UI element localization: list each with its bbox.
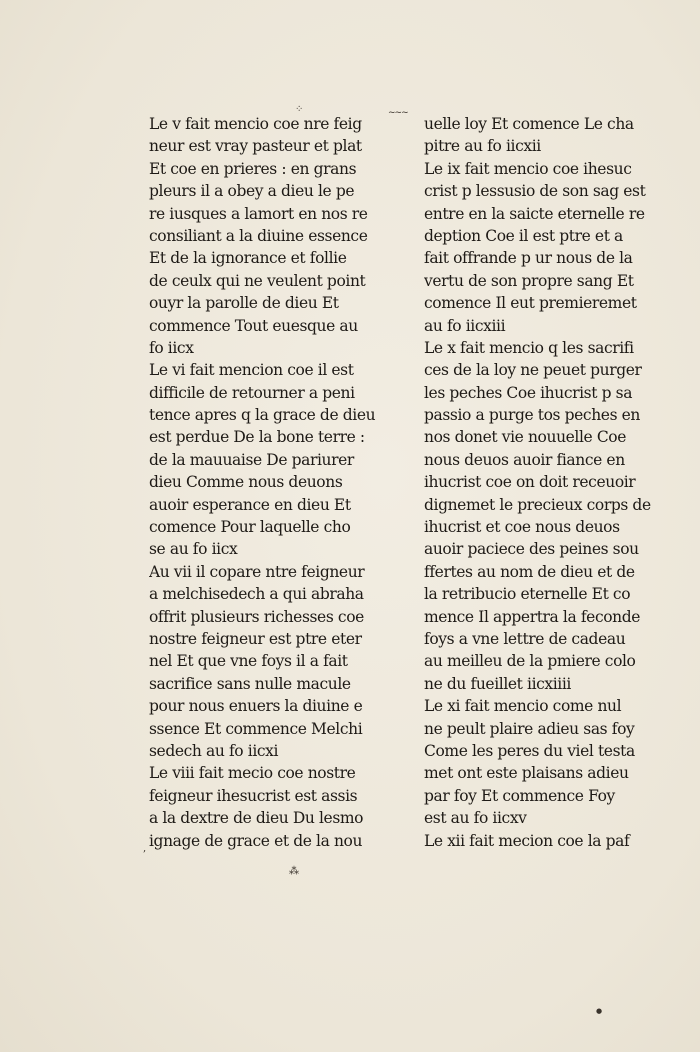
text-line: Le xii fait mecion coe la paf bbox=[424, 831, 630, 850]
text-line: vertu de son propre sang Et bbox=[424, 271, 634, 290]
text-line: met ont este plaisans adieu bbox=[424, 764, 629, 783]
text-line: auoir esperance en dieu Et bbox=[149, 495, 351, 514]
text-line: par foy Et commence Foy bbox=[424, 786, 615, 805]
text-line: Come les peres du viel testa bbox=[424, 741, 635, 760]
text-line: pitre au fo iicxii bbox=[424, 137, 541, 156]
text-line: est perdue De la bone terre : bbox=[149, 428, 365, 447]
text-line: ssence Et commence Melchi bbox=[149, 719, 363, 738]
text-line: nous deuos auoir fiance en bbox=[424, 450, 625, 469]
ink-speck: ⁂ bbox=[289, 866, 299, 877]
text-line: sedech au fo iicxi bbox=[149, 741, 279, 760]
text-line: ne peult plaire adieu sas foy bbox=[424, 719, 635, 738]
text-line: Et coe en prieres : en grans bbox=[149, 159, 357, 178]
text-line: Et de la ignorance et follie bbox=[149, 249, 347, 268]
text-line: ignage de grace et de la nou bbox=[149, 831, 363, 850]
text-line: entre en la saicte eternelle re bbox=[424, 204, 645, 223]
text-line: ffertes au nom de dieu et de bbox=[424, 562, 635, 581]
text-line: Le vi fait mencion coe il est bbox=[149, 361, 354, 380]
text-line: Le viii fait mecio coe nostre bbox=[149, 764, 356, 783]
text-line: Le v fait mencio coe nre feig bbox=[149, 115, 362, 133]
text-line: crist p lessusio de son sag est bbox=[424, 182, 646, 201]
text-line: Le ix fait mencio coe ihesuc bbox=[424, 159, 632, 178]
text-line: a melchisedech a qui abraha bbox=[149, 585, 364, 604]
text-line: nostre feigneur est ptre eter bbox=[149, 629, 362, 648]
text-line: offrit plusieurs richesses coe bbox=[149, 607, 364, 626]
text-line: feigneur ihesucrist est assis bbox=[149, 786, 358, 805]
text-line: ne du fueillet iicxiiii bbox=[424, 674, 571, 693]
text-line: se au fo iicx bbox=[149, 540, 238, 559]
text-line: est au fo iicxv bbox=[424, 809, 527, 828]
text-line: ihucrist coe on doit receuoir bbox=[424, 473, 636, 492]
text-line: Au vii il copare ntre feigneur bbox=[149, 562, 365, 581]
text-line: de ceulx qui ne veulent point bbox=[149, 271, 366, 290]
text-line: sacrifice sans nulle macule bbox=[149, 674, 351, 693]
text-line: la retribucio eternelle Et co bbox=[424, 585, 631, 604]
left-text-column bbox=[149, 113, 384, 852]
text-line: pour nous enuers la diuine e bbox=[149, 697, 363, 716]
text-line: difficile de retourner a peni bbox=[149, 383, 355, 402]
text-line: au fo iicxiii bbox=[424, 316, 506, 335]
text-line: re iusques a lamort en nos re bbox=[149, 204, 368, 223]
text-line: mence Il appertra la feconde bbox=[424, 607, 641, 626]
text-line: les peches Coe ihucrist p sa bbox=[424, 383, 633, 402]
ink-speck: ● bbox=[596, 1007, 603, 1015]
text-line: Le xi fait mencio come nul bbox=[424, 697, 622, 716]
text-line: fait offrande p ur nous de la bbox=[424, 249, 633, 268]
text-line: ces de la loy ne peuet purger bbox=[424, 361, 642, 380]
text-line: pleurs il a obey a dieu le pe bbox=[149, 182, 355, 201]
text-line: dignemet le precieux corps de bbox=[424, 495, 651, 514]
ink-speck: , bbox=[143, 843, 147, 854]
text-line: uelle loy Et comence Le cha bbox=[424, 115, 634, 133]
ink-speck: ⁘ bbox=[295, 104, 304, 115]
text-line: passio a purge tos peches en bbox=[424, 406, 641, 425]
ink-flourish: ~~~ bbox=[388, 108, 408, 118]
text-line: de la mauuaise De pariurer bbox=[149, 450, 354, 469]
text-line: Le x fait mencio q les sacrifi bbox=[424, 338, 634, 357]
text-line: fo iicx bbox=[149, 338, 194, 357]
text-line: neur est vray pasteur et plat bbox=[149, 137, 362, 156]
text-line: ihucrist et coe nous deuos bbox=[424, 518, 620, 537]
text-line: au meilleu de la pmiere colo bbox=[424, 652, 636, 671]
right-text-column bbox=[424, 113, 656, 852]
text-line: dieu Comme nous deuons bbox=[149, 473, 343, 492]
text-line: nel Et que vne foys il a fait bbox=[149, 652, 348, 671]
text-line: foys a vne lettre de cadeau bbox=[424, 629, 626, 648]
text-line: deption Coe il est ptre et a bbox=[424, 226, 623, 245]
text-line: auoir paciece des peines sou bbox=[424, 540, 639, 559]
text-line: ouyr la parolle de dieu Et bbox=[149, 294, 339, 313]
text-line: a la dextre de dieu Du lesmo bbox=[149, 809, 364, 828]
text-line: tence apres q la grace de dieu bbox=[149, 406, 376, 425]
text-line: nos donet vie nouuelle Coe bbox=[424, 428, 627, 447]
text-line: commence Tout euesque au bbox=[149, 316, 358, 335]
text-line: comence Pour laquelle cho bbox=[149, 518, 351, 537]
text-line: consiliant a la diuine essence bbox=[149, 226, 368, 245]
text-line: comence Il eut premieremet bbox=[424, 294, 637, 313]
